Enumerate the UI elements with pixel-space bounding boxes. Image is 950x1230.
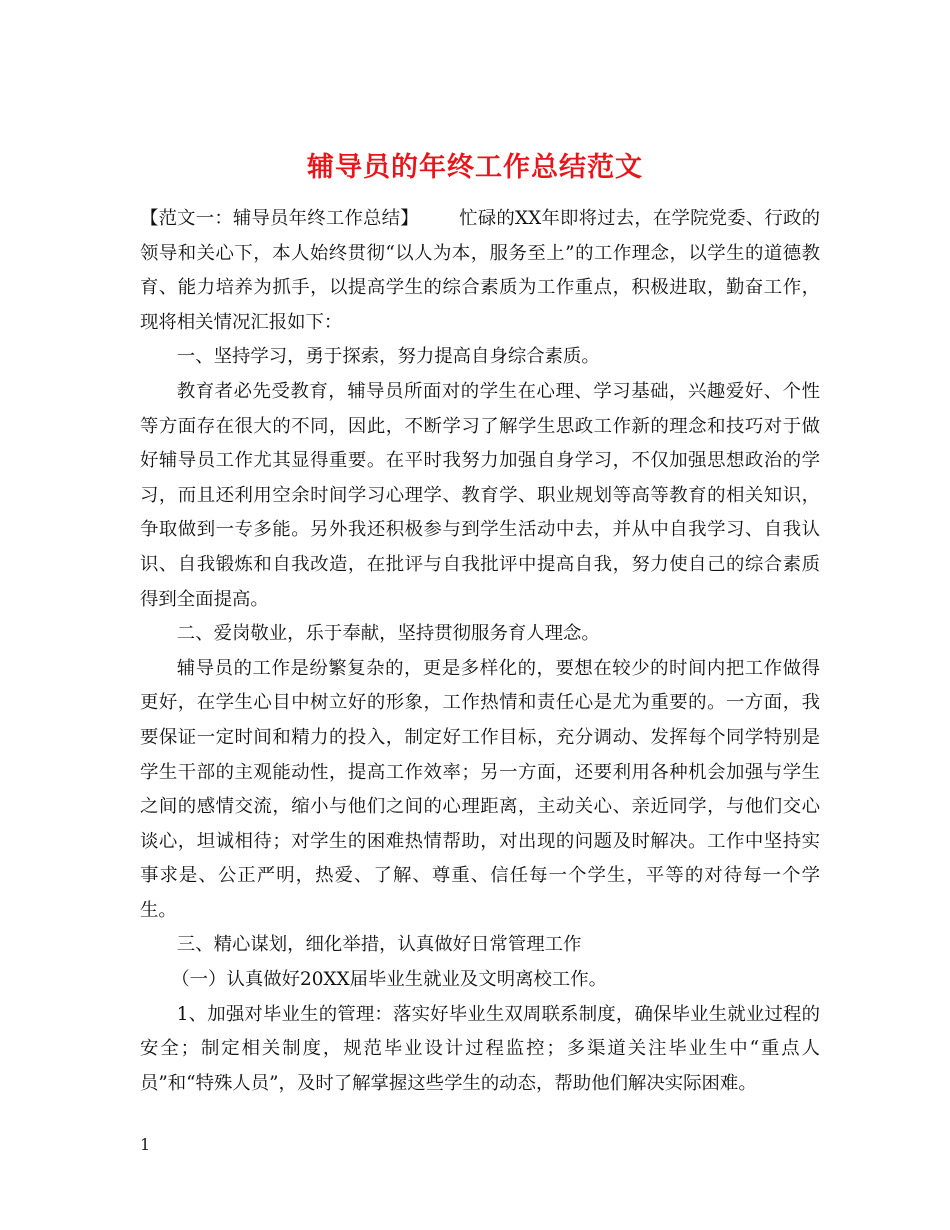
body-paragraph-3: 1、加强对毕业生的管理：落实好毕业生双周联系制度，确保毕业生就业过程的安全；制定相关制度，规范毕业设计过程监控；多渠道关注毕业生中“重点人员”和“特殊人员”，及时了解掌握这些学生的动态，帮助他们解决实际困难。 xyxy=(140,1003,820,1094)
intro-paragraph xyxy=(140,202,820,340)
section-heading-2: 二、爱岗敬业，乐于奉献，坚持贯彻服务育人理念。 xyxy=(176,623,600,645)
body-paragraph-2: 辅导员的工作是纷繁复杂的，更是多样化的，要想在较少的时间内把工作做得更好，在学生心目中树立好的形象，工作热情和责任心是尤为重要的。一方面，我要保证一定时间和精力的投入，制定好工作目标，充分调动、发挥每个同学特别是学生干部的主观能动性，提高工作效率；另一方面，还要利用各种机会加强与学生之间的感情交流，缩小与他们之间的心理距离，主动关心、亲近同学，与他们交心谈心，坦诚相待；对学生的困难热情帮助，对出现的问题及时解决。工作中坚持实事求是、公正严明，热爱、了解、尊重、信任每一个学生，平等的对待每一个学生。 xyxy=(140,657,820,921)
section-heading-3: 三、精心谋划，细化举措，认真做好日常管理工作 xyxy=(176,934,582,956)
subsection-heading-1: （一）认真做好20XX届毕业生就业及文明离校工作。 xyxy=(171,969,608,991)
intro-text: 忙碌的XX年即将过去，在学院党委、行政的领导和关心下，本人始终贯彻“以人为本，服务至上”的工作理念，以学生的道德教育、能力培养为抓手，以提高学生的综合素质为工作重点，积极进取，勤奋工作，现将相关情况汇报如下： xyxy=(140,208,820,333)
page-number: 1 xyxy=(140,1135,151,1154)
intro-label: 【范文一：辅导员年终工作总结】 xyxy=(140,208,419,229)
body-paragraph-1: 教育者必先受教育，辅导员所面对的学生在心理、学习基础，兴趣爱好、个性等方面存在很大的不同，因此，不断学习了解学生思政工作新的理念和技巧对于做好辅导员工作尤其显得重要。在平时我努力加强自身学习，不仅加强思想政治的学习，而且还利用空余时间学习心理学、教育学、职业规划等高等教育的相关知识，争取做到一专多能。另外我还积极参与到学生活动中去，并从中自我学习、自我认识、自我锻炼和自我改造，在批评与自我批评中提高自我，努力使自己的综合素质得到全面提高。 xyxy=(140,380,820,610)
document-body xyxy=(140,202,820,1101)
page-title: 辅导员的年终工作总结范文 xyxy=(307,152,643,184)
section-heading-1: 一、坚持学习，勇于探索，努力提高自身综合素质。 xyxy=(176,346,600,368)
